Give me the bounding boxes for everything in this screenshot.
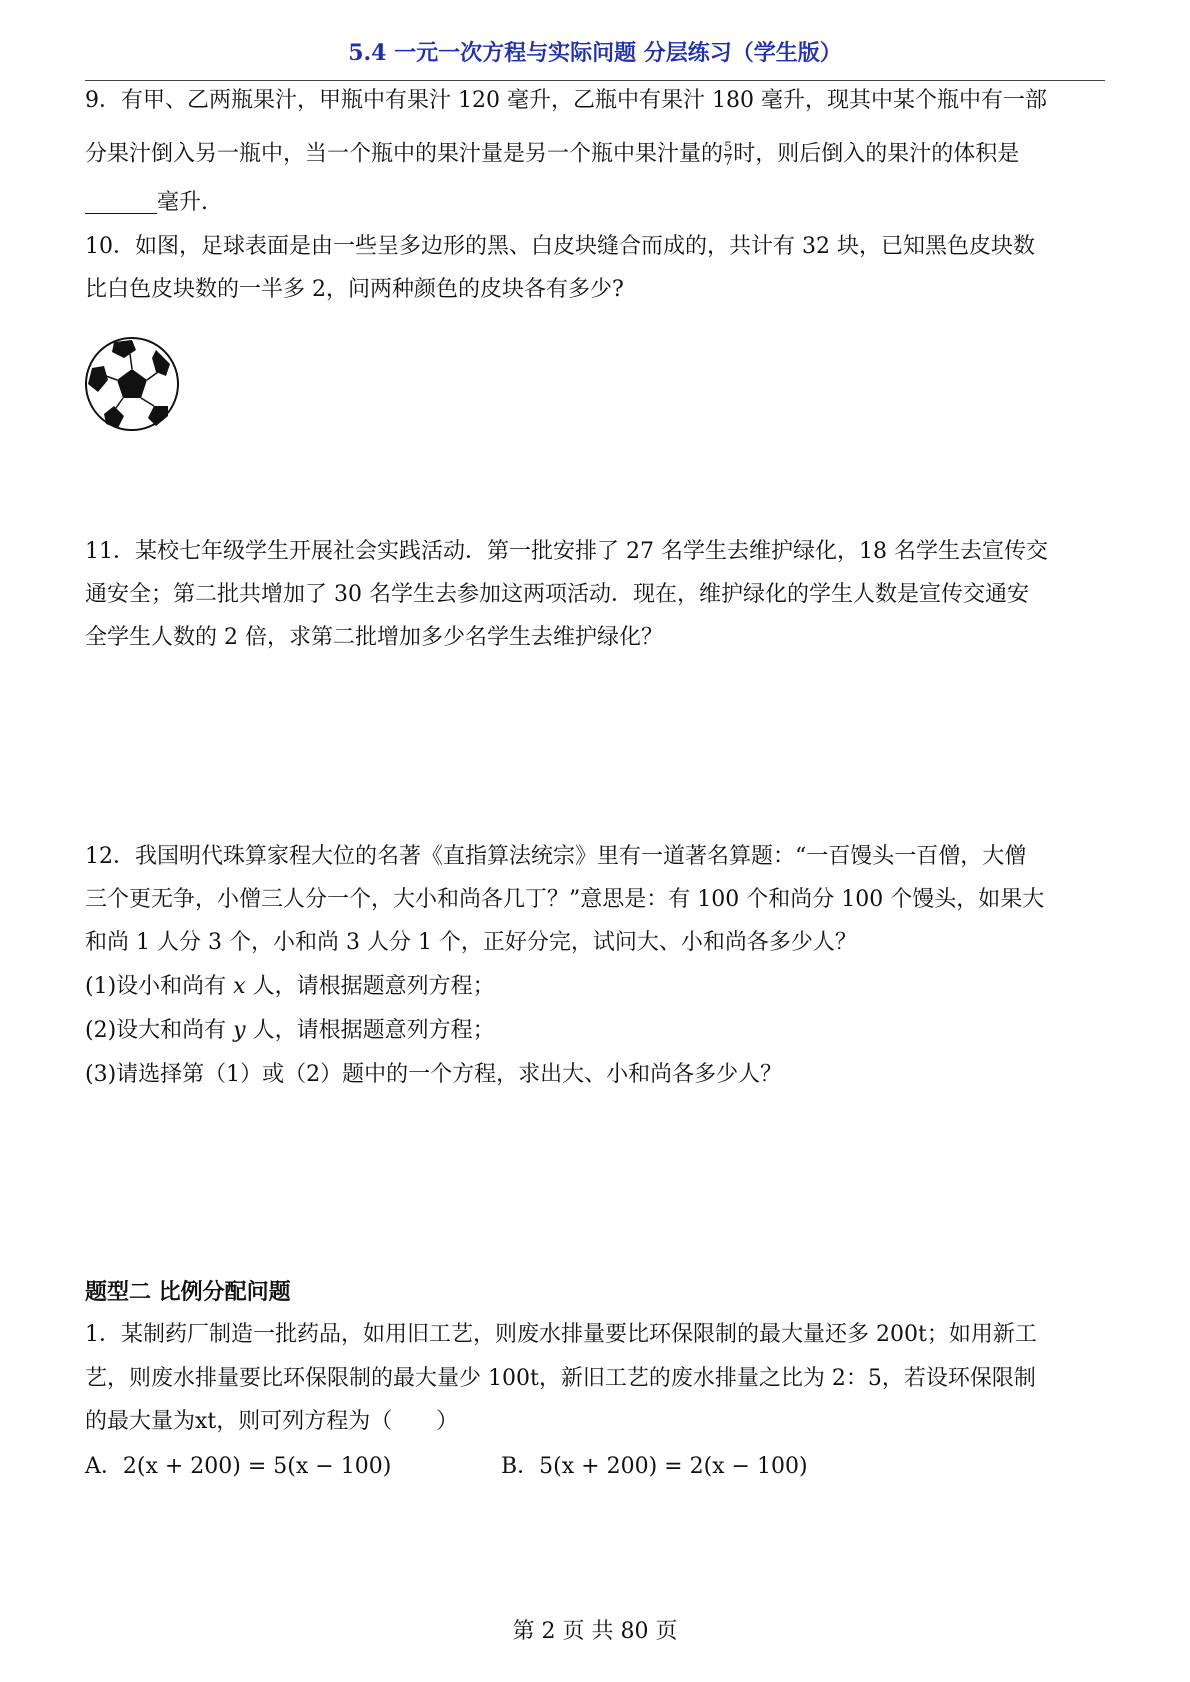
q12-line2: 三个更无争，小僧三人分一个，大小和尚各几丁？”意思是：有 100 个和尚分 100 个馒头，如果大 <box>85 887 1045 912</box>
option-b-equation: 5(x + 200) = 2(x − 100) <box>539 1454 808 1479</box>
q12-line3: 和尚 1 人分 3 个，小和尚 3 人分 1 个，正好分完，试问大、小和尚各多少人？ <box>85 930 857 955</box>
fraction-denominator: 7 <box>724 154 733 169</box>
page-footer: 第 2 页 共 80 页 <box>512 1619 678 1644</box>
soccer-ball-icon <box>84 336 180 432</box>
q9-line2 <box>85 141 1105 168</box>
q12-sub3: (3)请选择第（1）或（2）题中的一个方程，求出大、小和尚各多少人？ <box>85 1062 783 1087</box>
variable-x: x <box>233 974 246 999</box>
option-a-label: A． <box>85 1454 123 1479</box>
s2-q1-line3: 的最大量为xt，则可列方程为（ ） <box>85 1409 459 1434</box>
q10-line2: 比白色皮块数的一半多 2，问两种颜色的皮块各有多少? <box>85 277 624 302</box>
header-rule <box>85 80 1105 81</box>
page-header-title: 5.4 一元一次方程与实际问题 分层练习（学生版） <box>348 40 842 66</box>
q12-sub2 <box>85 1020 1105 1042</box>
q9-line2-text: 分果汁倒入另一瓶中，当一个瓶中的果汁量是另一个瓶中果汁量的 <box>85 141 724 167</box>
q12-sub2-text: (2)设大和尚有 <box>85 1018 234 1043</box>
q9-unit: 毫升. <box>157 190 208 215</box>
fraction-5-7 <box>724 141 732 168</box>
answer-blank[interactable] <box>85 193 157 214</box>
variable-y: y <box>233 1018 246 1043</box>
s2-q1-line2: 艺，则废水排量要比环保限制的最大量少 100t，新旧工艺的废水排量之比为 2：5，若设环保限制 <box>85 1366 1036 1391</box>
q12-sub1-text: (1)设小和尚有 <box>85 974 234 999</box>
q12-sub2-tail: 人，请根据题意列方程； <box>245 1018 495 1043</box>
q11-line1: 11．某校七年级学生开展社会实践活动．第一批安排了 27 名学生去维护绿化，18 名学生去宣传交 <box>85 539 1048 564</box>
fraction-numerator: 5 <box>724 140 733 155</box>
q11-line3: 全学生人数的 2 倍，求第二批增加多少名学生去维护绿化？ <box>85 625 663 650</box>
option-a-equation: 2(x + 200) = 5(x − 100) <box>122 1454 392 1479</box>
option-b[interactable] <box>501 1456 808 1478</box>
q12-sub1 <box>85 976 1105 998</box>
q10-line1: 10．如图，足球表面是由一些呈多边形的黑、白皮块缝合而成的，共计有 32 块，已知黑色皮块数 <box>85 234 1035 259</box>
option-b-label: B． <box>501 1454 540 1479</box>
section-heading: 题型二 比例分配问题 <box>85 1279 291 1305</box>
q9-line1: 9．有甲、乙两瓶果汁，甲瓶中有果汁 120 毫升，乙瓶中有果汁 180 毫升，现其中某个瓶中有一部 <box>85 88 1047 113</box>
q9-line2-tail: 时，则后倒入的果汁的体积是 <box>733 141 1020 167</box>
s2-q1-line1: 1．某制药厂制造一批药品，如用旧工艺，则废水排量要比环保限制的最大量还多 200t；如用新工 <box>85 1322 1037 1347</box>
q9-line3 <box>85 192 1105 214</box>
option-a[interactable] <box>85 1456 391 1478</box>
q12-line1: 12．我国明代珠算家程大位的名著《直指算法统宗》里有一道著名算题：“一百馒头一百僧，大僧 <box>85 844 1027 869</box>
q12-sub1-tail: 人，请根据题意列方程； <box>245 974 495 999</box>
q11-line2: 通安全；第二批共增加了 30 名学生去参加这两项活动．现在，维护绿化的学生人数是宣传交通安 <box>85 582 1029 607</box>
